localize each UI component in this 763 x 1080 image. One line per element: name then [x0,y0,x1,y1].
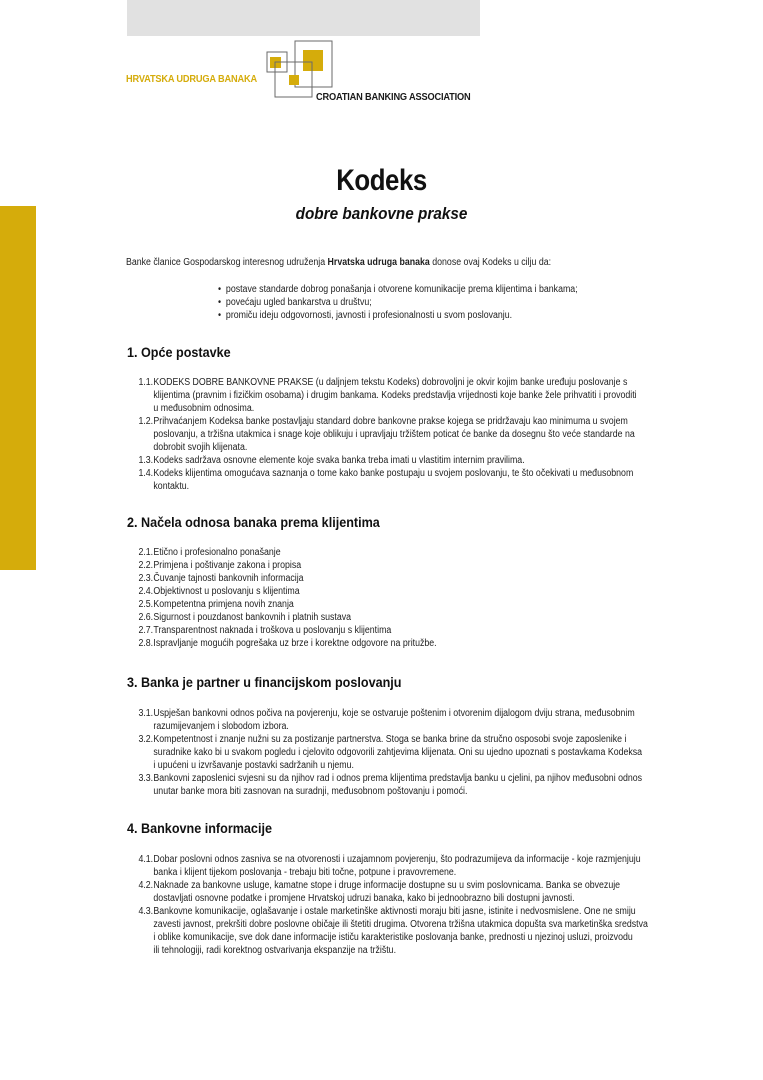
item-text-line: Naknade za bankovne usluge, kamatne stope i druge informacije dostupne su u svim poslovnicama. Banka se obvezuje [153,880,621,891]
list-item [127,853,664,879]
org-name-hr: HRVATSKA UDRUGA BANAKA [126,73,257,85]
item-text-line: Objektivnost u poslovanju s klijentima [153,586,300,597]
section-banka-partner [127,674,737,798]
item-number: 2.2. [138,560,154,571]
section-item-list [127,546,664,650]
item-text-line: razumijevanjem i slobodom izbora. [153,721,289,732]
list-item [127,772,664,798]
list-item [127,707,664,733]
item-number: 4.2. [138,880,154,891]
section-heading: 1. Opće postavke [127,344,231,360]
item-text-line: suradnike kako bi u svakom pogledu i cjelovito odgovorili zahtjevima klijenata. Oni su ujedno upoznati s postavkama Kodeksa [153,747,643,758]
item-number: 4.1. [138,854,154,865]
item-text-line: Ispravljanje mogućih pogrešaka uz brze i korektne odgovore na pritužbe. [153,638,437,649]
section-nacela-odnosa [127,514,737,650]
item-text-line: ili tehnologiji, radi korektnog ostvarivanja ekspanzije na tržištu. [153,945,397,956]
item-text-line: Bankovni zaposlenici svjesni su da njihov rad i odnos prema klijentima predstavlja banku u cjelini, pa njihov međusobni odnos [153,773,643,784]
list-item [127,637,664,650]
item-number: 2.4. [138,586,154,597]
section-item-list [127,707,664,798]
item-number: 2.8. [138,638,154,649]
list-item [127,598,664,611]
list-item [127,905,664,957]
list-item [127,611,664,624]
item-text-line: Primjena i poštivanje zakona i propisa [153,560,302,571]
section-bankovne-informacije [127,820,737,957]
item-text-line: zavesti javnost, prekršiti dobre poslovne običaje ili štetiti drugima. Otvorena tržišna utakmica dopušta sva marketinška sredstva [153,919,648,930]
section-opce-postavke [127,344,737,493]
item-number: 3.3. [138,773,154,784]
section-heading: 2. Načela odnosa banaka prema klijentima [127,514,380,530]
list-item [127,415,664,454]
item-text-line: Kodeks klijentima omogućava saznanja o tome kako banke postupaju u svojem poslovanju, te što očekivati u međusobnom [153,468,634,479]
list-item [127,546,664,559]
item-number: 4.3. [138,906,154,917]
item-text-line: Sigurnost i pouzdanost bankovnih i platnih sustava [153,612,352,623]
list-item [127,733,664,772]
section-heading: 3. Banka je partner u financijskom poslovanju [127,674,402,690]
item-number: 2.1. [138,547,154,558]
item-text-line: Kodeks sadržava osnovne elemente koje svaka banka treba imati u vlastitim internim pravilima. [153,455,525,466]
document-subtitle: dobre bankovne prakse [295,204,468,223]
item-text-line: Transparentnost naknada i troškova u poslovanju s klijentima [153,625,392,636]
item-text-line: Uspješan bankovni odnos počiva na povjerenju, koje se ostvaruje poštenim i otvorenim dijalogom dviju strana, međusobnim [153,708,635,719]
item-text-line: u međusobnim odnosima. [153,403,255,414]
side-accent-stripe [0,206,36,570]
item-text-line: dostavljati osnovne podatke i promjene Hrvatskoj udruzi banaka, kako bi jednoobrazno bili dostupni javnosti. [153,893,575,904]
list-item [127,879,664,905]
item-text-line: banka i klijent tijekom poslovanja - trebaju biti točne, potpune i pravovremene. [153,867,457,878]
item-text-line: unutar banke mora biti zasnovan na suradnji, međusobnom poštovanju i pomoći. [153,786,468,797]
item-text-line: KODEKS DOBRE BANKOVNE PRAKSE (u daljnjem tekstu Kodeks) dobrovoljni je okvir kojim banke uređuju poslovanje s [153,377,628,388]
item-text-line: Čuvanje tajnosti bankovnih informacija [153,573,304,584]
item-number: 1.3. [138,455,154,466]
bullet-item: • promiču ideju odgovornosti, javnosti i profesionalnosti u svom poslovanju. [218,309,578,322]
header-logo [0,0,763,110]
intro-org-name: Hrvatska udruga banaka [327,257,430,268]
section-item-list [127,376,664,493]
item-text-line: Kompetentnost i znanje nužni su za postizanje partnerstva. Stoga se banka brine da stručno osposobi svoje zaposlenike i [153,734,627,745]
item-text-line: klijentima (pravnim i fizičkim osobama) i drugim bankama. Kodeks predstavlja vrijednosti koje banke žele prihvatiti i provoditi [153,390,637,401]
org-name-en: CROATIAN BANKING ASSOCIATION [316,91,471,103]
list-item [127,585,664,598]
section-heading: 4. Bankovne informacije [127,820,272,836]
intro-paragraph [126,256,551,269]
item-number: 2.5. [138,599,154,610]
intro-text: Banke članice Gospodarskog interesnog udruženja [126,257,328,268]
bullet-item: • postave standarde dobrog ponašanja i otvorene komunikacije prema klijentima i bankama; [218,283,578,296]
bullet-item: • povećaju ugled bankarstva u društvu; [218,296,578,309]
item-number: 2.6. [138,612,154,623]
document-title: Kodeks [336,164,427,197]
intro-bullet-list [218,283,578,322]
item-text-line: dobrobit svojih klijenata. [153,442,248,453]
item-number: 1.2. [138,416,154,427]
item-number: 3.2. [138,734,154,745]
item-number: 2.3. [138,573,154,584]
list-item [127,624,664,637]
item-text-line: Prihvaćanjem Kodeksa banke postavljaju standard dobre bankovne prakse kojega se pridržavaju kao minimuma u svojem [153,416,628,427]
intro-text-end: donose ovaj Kodeks u cilju da: [429,257,552,268]
item-number: 2.7. [138,625,154,636]
list-item [127,467,664,493]
item-text-line: Bankovne komunikacije, oglašavanje i ostale marketinške aktivnosti moraju biti jasne, istinite i nedvosmislene. One ne smiju [153,906,636,917]
list-item [127,376,664,415]
item-number: 1.4. [138,468,154,479]
item-number: 1.1. [138,377,154,388]
list-item [127,572,664,585]
item-text-line: Kompetentna primjena novih znanja [153,599,294,610]
item-text-line: i oblike komunikacije, sve dok dane informacije ističu karakteristike poslovanja banke, prednosti u njezinoj usluzi, proizvodu [153,932,633,943]
item-text-line: Dobar poslovni odnos zasniva se na otvorenosti i uzajamnom povjerenju, što podrazumijeva da informacije - koje razmjenjuju [153,854,641,865]
item-text-line: i upućeni u izvršavanje postavki sadržanih u njemu. [153,760,354,771]
section-item-list [127,853,664,957]
item-text-line: poslovanju, a tržišna utakmica i snage koje oblikuju i upravljaju tržištem poticat će banke da dosegnu što veće standarde na [153,429,635,440]
list-item [127,454,664,467]
item-text-line: Etično i profesionalno ponašanje [153,547,281,558]
item-number: 3.1. [138,708,154,719]
list-item [127,559,664,572]
item-text-line: kontaktu. [153,481,190,492]
